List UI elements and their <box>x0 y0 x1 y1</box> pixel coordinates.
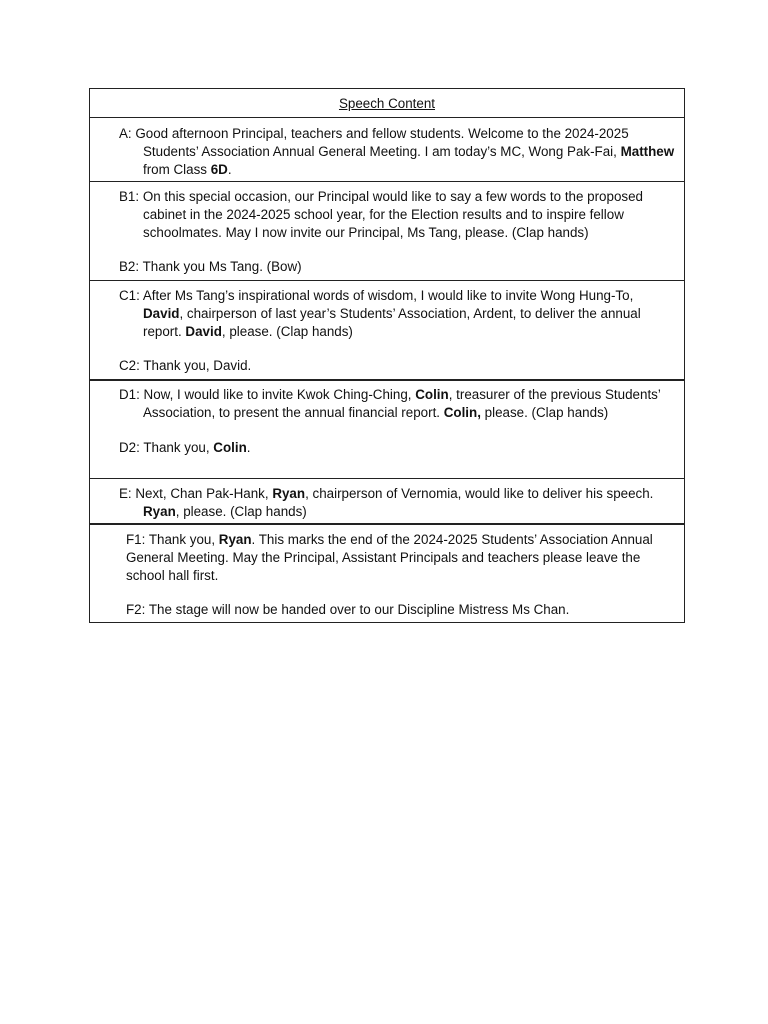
line-c1-name-david: David <box>143 305 180 321</box>
line-a-text-2: from Class <box>143 161 211 177</box>
speech-row-a <box>90 117 684 181</box>
line-c1-text-2: , chairperson of last year’s Students’ Association, Ardent, to deliver the annual report. <box>143 305 641 339</box>
line-a-text-3: . <box>227 161 232 177</box>
line-c1-name-david-2: David <box>185 323 222 339</box>
line-d1-name-colin-2: Colin, <box>443 404 481 420</box>
line-d2-text-1: D2: Thank you, <box>119 439 214 455</box>
line-f1-text-1: F1: Thank you, <box>126 532 219 547</box>
line-e-text-2: , chairperson of Vernomia, would like to deliver his speech. <box>305 486 654 501</box>
line-e <box>90 485 684 521</box>
line-b2: B2: Thank you Ms Tang. (Bow) <box>119 259 302 275</box>
speech-row-f <box>90 523 684 622</box>
line-c1-text-3: , please. (Clap hands) <box>221 323 353 339</box>
line-f1 <box>90 531 684 584</box>
line-f1-text-2: . This marks the end of the 2024-2025 Students’ Association Annual General Meeting. May the Principal, Assistant Principals and teachers please leave the school hall first. <box>126 532 653 583</box>
line-d2-name-colin: Colin <box>213 439 247 455</box>
line-a-class: 6D <box>210 161 228 177</box>
line-c1 <box>90 287 684 340</box>
table-title: Speech Content <box>338 96 436 111</box>
line-a <box>90 125 684 178</box>
line-e-text-3: , please. (Clap hands) <box>175 503 307 519</box>
line-e-name-ryan: Ryan <box>272 486 306 501</box>
speech-row-c <box>90 280 684 379</box>
line-e-name-ryan-2: Ryan <box>143 503 176 519</box>
line-d1-text-3: please. (Clap hands) <box>480 404 609 420</box>
line-f1-name-ryan: Ryan <box>218 532 252 547</box>
line-d2 <box>90 439 684 457</box>
line-f2: F2: The stage will now be handed over to our Discipline Mistress Ms Chan. <box>126 602 570 618</box>
line-a-name-matthew: Matthew <box>620 143 675 159</box>
line-d1-text-2: , treasurer of the previous Students’ Association, to present the annual financial report. <box>143 387 661 420</box>
line-b1: B1: On this special occasion, our Principal would like to say a few words to the proposed cabinet in the 2024-2025 school year, for the Election results and to inspire fellow schoolmates. May I now invite our Principal, Ms Tang, please. (Clap hands) <box>119 189 643 240</box>
speech-content-table <box>89 88 685 623</box>
speech-row-b <box>90 181 684 280</box>
line-d1-text-1: D1: Now, I would like to invite Kwok Ching-Ching, <box>119 387 416 402</box>
line-d1-name-colin: Colin <box>415 387 449 402</box>
table-header <box>90 89 684 117</box>
line-c1-text-1: C1: After Ms Tang’s inspirational words of wisdom, I would like to invite Wong Hung-To, <box>119 288 634 303</box>
line-e-text-1: E: Next, Chan Pak-Hank, <box>119 486 273 501</box>
line-c2: C2: Thank you, David. <box>119 358 252 374</box>
speech-row-d <box>90 379 684 478</box>
line-a-text-1: A: Good afternoon Principal, teachers and fellow students. Welcome to the 2024-2025 Students’ Association Annual General Meeting. I am today’s MC, Wong Pak-Fai, <box>119 126 629 159</box>
line-d1 <box>90 386 684 422</box>
line-d2-text-2: . <box>246 439 251 455</box>
speech-row-e <box>90 478 684 523</box>
